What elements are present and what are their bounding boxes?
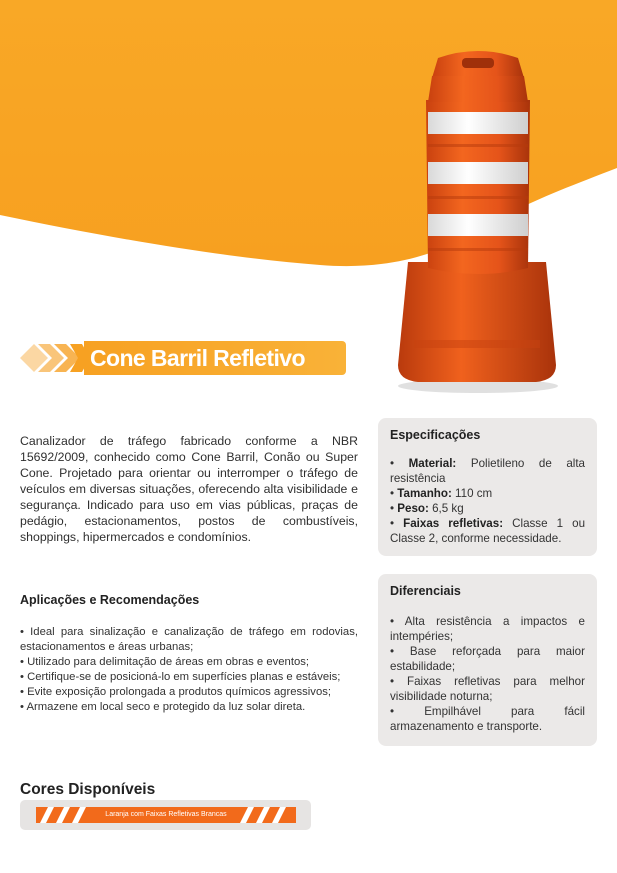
page-title: Cone Barril Refletivo [90,344,305,371]
title-bar [84,341,346,375]
spec-value: 6,5 kg [428,502,464,515]
spec-label: Tamanho: [397,487,452,500]
application-item: • Armazene em local seco e protegido da luz solar direta. [20,701,306,713]
differential-item: • Base reforçada para maior estabilidade; [390,645,585,673]
color-option-label: Laranja com Faixas Refletivas Brancas [96,807,236,823]
intro-paragraph: Canalizador de tráfego fabricado conforme a NBR 15692/2009, conhecido como Cone Barril, Conão ou Super Cone. Projetado para orientar ou interromper o tráfego de veículos em diversas situações, oferecendo alta visibilidade e segurança. Indicado para uso em vias públicas, praças de pedágio, estacionamentos, postos de combustíveis, shoppings, hipermercados e condomínios. [20,434,358,544]
orange-white-color-swatch [36,807,296,823]
spec-label: Material: [408,457,457,470]
application-item: • Ideal para sinalização e canalização de tráfego em rodovias, estacionamentos e áreas urbanas; [20,626,358,653]
applications-heading: Aplicações e Recomendações [20,593,200,607]
spec-item: • Material: Polietileno de alta resistência [390,457,586,485]
spec-item: • Peso: 6,5 kg [390,502,464,515]
spec-item: • Faixas refletivas: Classe 1 ou Classe 2, conforme necessidade. [390,517,586,545]
colors-heading: Cores Disponíveis [20,781,156,798]
spec-value: Polietileno de alta resistência [390,457,586,485]
applications-list [20,625,358,715]
differential-item: • Alta resistência a impactos e intempéries; [390,615,585,643]
cone-barrel-product-image [386,40,568,400]
chevron-arrows-icon [20,341,90,375]
spec-label: Peso: [397,502,429,515]
application-item: • Evite exposição prolongada a produtos químicos agressivos; [20,686,332,698]
specifications-heading: Especificações [390,428,481,442]
differentials-heading: Diferenciais [390,584,461,598]
application-item: • Utilizado para delimitação de áreas em obras e eventos; [20,656,310,668]
spec-value: Classe 1 ou Classe 2, conforme necessidade. [390,517,586,545]
title-badge [20,341,346,375]
specifications-list [390,456,585,546]
differentials-card [378,574,597,746]
color-option-box [20,800,311,830]
application-item: • Certifique-se de posicioná-lo em superfícies planas e estáveis; [20,671,341,683]
differential-item: • Empilhável para fácil armazenamento e transporte. [390,705,585,733]
spec-value: 110 cm [451,487,493,500]
spec-item: • Tamanho: 110 cm [390,487,493,500]
differentials-list [390,614,585,734]
specifications-card [378,418,597,556]
differential-item: • Faixas refletivas para melhor visibilidade noturna; [390,675,585,703]
spec-label: Faixas refletivas: [403,517,504,530]
